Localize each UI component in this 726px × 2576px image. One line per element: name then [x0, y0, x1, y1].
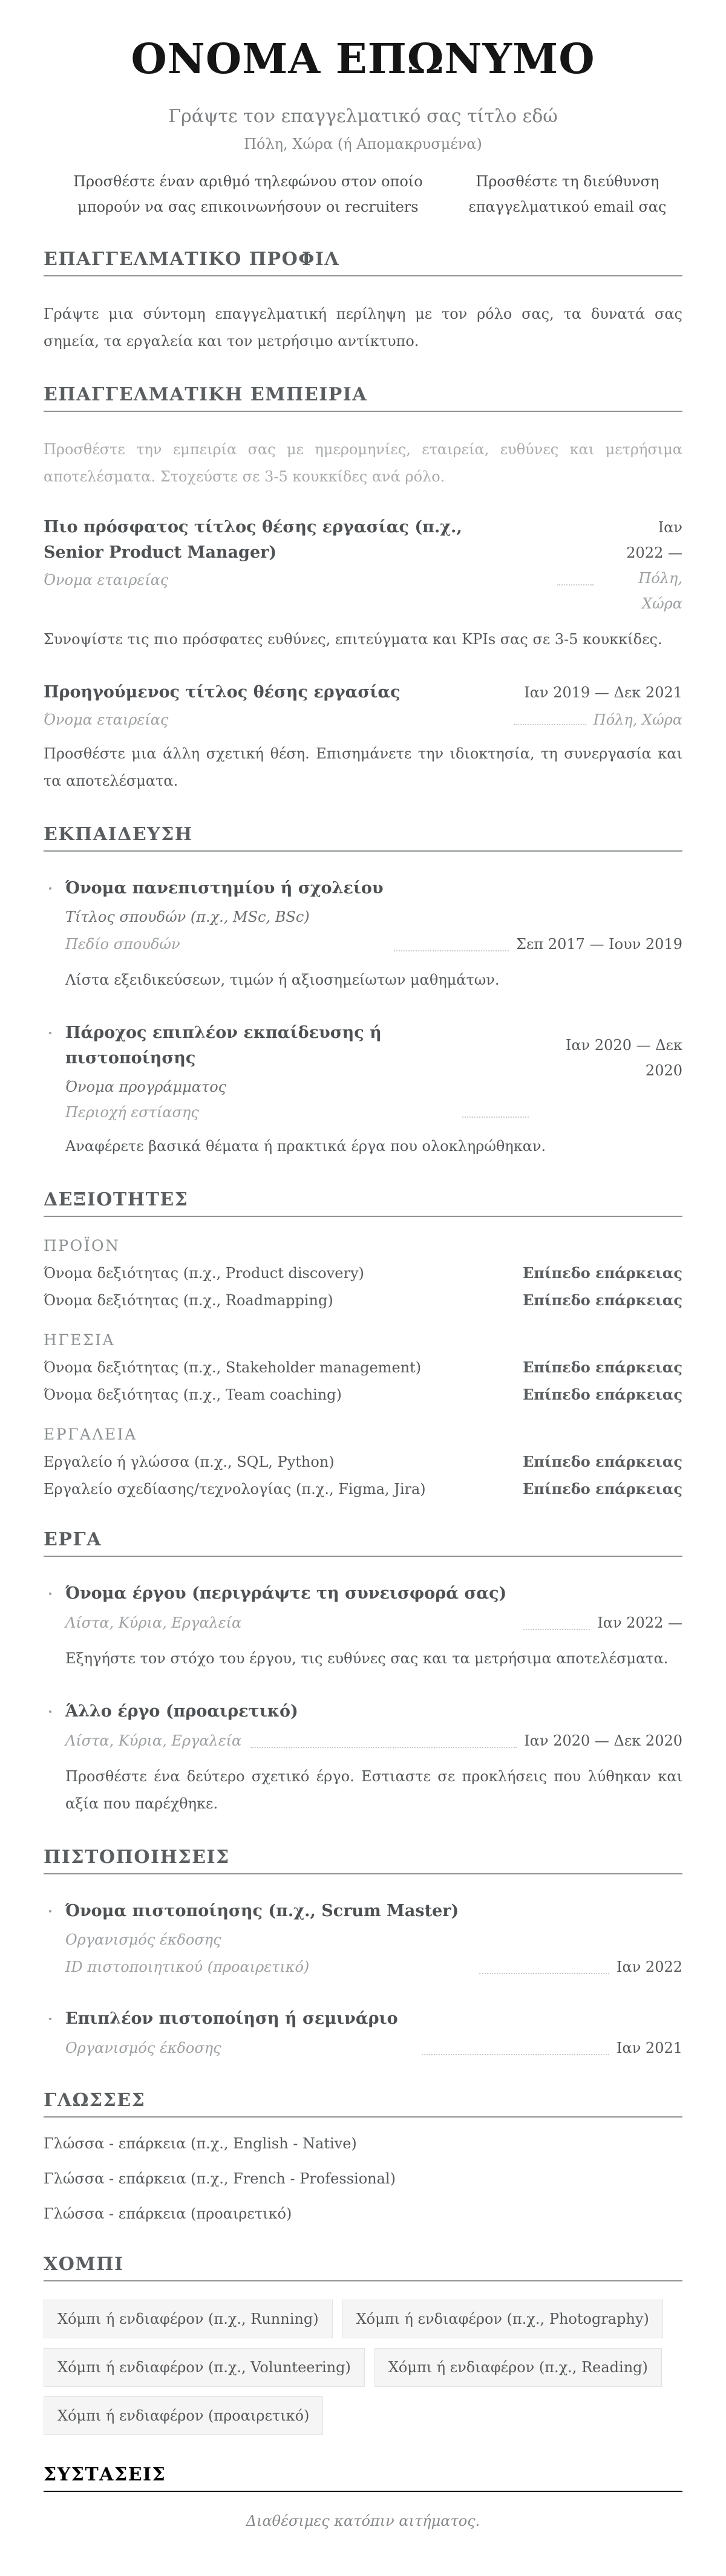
project-name: · Όνομα έργου (περιγράψτε τη συνεισφορά σας) [65, 1584, 507, 1603]
job-location: Πόλη, Χώρα [638, 570, 682, 613]
job-entry [44, 515, 682, 653]
language-item: Γλώσσα - επάρκεια (προαιρετικό) [44, 2205, 292, 2222]
phone-text: Προσθέστε έναν αριθμό τηλεφώνου στον οποίο μπορούν να σας επικοινωνήσουν οι recruiters [73, 173, 423, 216]
degree-title: Όνομα προγράμματος [65, 1078, 227, 1096]
skills-group-title: ΕΡΓΑΛΕΙΑ [44, 1426, 137, 1444]
issuing-organization: Οργανισμός έκδοσης [65, 1931, 221, 1949]
job-summary: Προσθέστε μια άλλη σχετική θέση. Επισημάνετε την ιδιοκτησία, τη συνεργασία και τα αποτελέσματα. [44, 745, 682, 790]
profile-summary: Γράψτε μια σύντομη επαγγελματική περίληψη με τον ρόλο σας, τα δυνατά σας σημεία, τα εργαλεία και τον μετρήσιμο αντίκτυπο. [44, 305, 682, 350]
skill-level: Επίπεδο επάρκειας [523, 1386, 682, 1404]
hobby-chip: Χόμπι ή ενδιαφέρον (π.χ., Volunteering) [44, 2348, 365, 2387]
skills-group [44, 1235, 682, 1311]
project-summary: Εξηγήστε τον στόχο του έργου, τις ευθύνες σας και τα μετρήσιμα αποτελέσματα. [65, 1650, 669, 1668]
certification-entry [44, 1899, 682, 1980]
certification-name: · Επιπλέον πιστοποίηση ή σεμινάριο [65, 2009, 398, 2029]
dotted-leader [479, 1973, 609, 1974]
skill-row [44, 1290, 682, 1311]
section-projects [44, 1529, 682, 1818]
candidate-name: ΟΝΟΜΑ ΕΠΩΝΥΜΟ [131, 35, 595, 83]
certification-name: · Όνομα πιστοποίησης (π.χ., Scrum Master) [65, 1902, 459, 1921]
skill-level: Επίπεδο επάρκειας [523, 1453, 682, 1471]
profile-heading: ΕΠΑΓΓΕΛΜΑΤΙΚΟ ΠΡΟΦΙΛ [44, 249, 682, 276]
section-references [44, 2464, 682, 2532]
skill-level: Επίπεδο επάρκειας [523, 1264, 682, 1282]
dotted-leader [514, 724, 586, 725]
degree-title: Τίτλος σπουδών (π.χ., MSc, BSc) [65, 908, 310, 926]
issuing-organization: Οργανισμός έκδοσης [65, 2040, 221, 2057]
professional-title: Γράψτε τον επαγγελματικό σας τίτλο εδώ [168, 105, 558, 127]
certification-entry [44, 2006, 682, 2061]
hobby-chip-list [44, 2300, 682, 2435]
project-name: · Άλλο έργο (προαιρετικό) [65, 1702, 298, 1721]
skill-name: Όνομα δεξιότητας (π.χ., Stakeholder management) [44, 1359, 422, 1377]
skills-group [44, 1424, 682, 1500]
project-dates: Ιαν 2022 — [597, 1614, 682, 1632]
skill-row [44, 1478, 682, 1500]
skill-name: Όνομα δεξιότητας (π.χ., Roadmapping) [44, 1292, 333, 1309]
skill-name: Όνομα δεξιότητας (π.χ., Team coaching) [44, 1386, 342, 1404]
dotted-leader [462, 1117, 529, 1118]
education-summary: Λίστα εξειδικεύσεων, τιμών ή αξιοσημείωτων μαθημάτων. [65, 971, 500, 989]
section-certifications [44, 1847, 682, 2061]
school-name: · Πάροχος επιπλέον εκπαίδευσης ή πιστοποίησης [65, 1023, 382, 1068]
dotted-leader [557, 584, 594, 585]
skill-row [44, 1357, 682, 1378]
education-heading: ΕΚΠΑΙΔΕΥΣΗ [44, 824, 682, 852]
resume-header [44, 35, 682, 220]
section-experience [44, 384, 682, 795]
certification-date: Ιαν 2022 [616, 1958, 682, 1976]
field-of-study: Πεδίο σπουδών [65, 936, 180, 953]
section-profile [44, 249, 682, 355]
company-name: Όνομα εταιρείας [44, 711, 169, 729]
dotted-leader [250, 1747, 517, 1748]
skill-level: Επίπεδο επάρκειας [523, 1480, 682, 1498]
field-of-study: Περιοχή εστίασης [65, 1104, 199, 1121]
skill-level: Επίπεδο επάρκειας [523, 1291, 682, 1309]
certification-date: Ιαν 2021 [616, 2040, 682, 2057]
dotted-leader [422, 2054, 609, 2055]
references-note: Διαθέσιμες κατόπιν αιτήματος. [246, 2512, 480, 2529]
skill-level: Επίπεδο επάρκειας [523, 1358, 682, 1377]
hobby-chip: Χόμπι ή ενδιαφέρον (π.χ., Reading) [374, 2348, 662, 2387]
language-item: Γλώσσα - επάρκεια (π.χ., English - Native) [44, 2134, 357, 2152]
education-dates: Σεπ 2017 — Ιουν 2019 [516, 936, 682, 953]
languages-heading: ΓΛΩΣΣΕΣ [44, 2090, 682, 2118]
skills-heading: ΔΕΞΙΟΤΗΤΕΣ [44, 1189, 682, 1217]
education-dates: Ιαν 2020 — Δεκ 2020 [565, 1037, 682, 1080]
certifications-heading: ΠΙΣΤΟΠΟΙΗΣΕΙΣ [44, 1847, 682, 1874]
hobby-chip: Χόμπι ή ενδιαφέρον (π.χ., Running) [44, 2300, 333, 2338]
school-name: · Όνομα πανεπιστημίου ή σχολείου [65, 879, 384, 898]
job-entry [44, 680, 682, 795]
skill-row [44, 1451, 682, 1473]
job-summary: Συνοψίστε τις πιο πρόσφατες ευθύνες, επιτεύγματα και KPIs σας σε 3-5 κουκκίδες. [44, 631, 662, 648]
skill-row [44, 1262, 682, 1284]
section-languages [44, 2090, 682, 2225]
job-location: Πόλη, Χώρα [593, 711, 682, 729]
project-meta: Λίστα, Κύρια, Εργαλεία [65, 1614, 242, 1632]
education-entry [44, 876, 682, 994]
hobbies-heading: ΧΟΜΠΙ [44, 2254, 682, 2281]
job-title: Πιο πρόσφατος τίτλος θέσης εργασίας (π.χ., Senior Product Manager) [44, 518, 462, 562]
dotted-leader [523, 1629, 590, 1630]
hobby-chip: Χόμπι ή ενδιαφέρον (προαιρετικό) [44, 2396, 323, 2435]
skills-group [44, 1329, 682, 1406]
education-entry [44, 1020, 682, 1160]
section-skills [44, 1189, 682, 1500]
skill-name: Όνομα δεξιότητας (π.χ., Product discovery) [44, 1265, 364, 1282]
job-dates: Ιαν 2019 — Δεκ 2021 [524, 684, 682, 702]
section-hobbies [44, 2254, 682, 2435]
location-line: Πόλη, Χώρα (ή Απομακρυσμένα) [244, 135, 482, 153]
skill-row [44, 1384, 682, 1406]
skill-name: Εργαλείο σχεδίασης/τεχνολογίας (π.χ., Figma, Jira) [44, 1481, 426, 1498]
experience-intro: Προσθέστε την εμπειρία σας με ημερομηνίες, εταιρεία, ευθύνες και μετρήσιμα αποτελέσματα. Στοχεύστε σε 3-5 κουκκίδες ανά ρόλο. [44, 441, 682, 486]
project-entry [44, 1581, 682, 1672]
project-dates: Ιαν 2020 — Δεκ 2020 [524, 1732, 682, 1750]
experience-heading: ΕΠΑΓΓΕΛΜΑΤΙΚΗ ΕΜΠΕΙΡΙΑ [44, 384, 682, 412]
email-text: Προσθέστε τη διεύθυνση επαγγελματικού email σας [468, 173, 667, 216]
skills-group-title: ΠΡΟΪΟΝ [44, 1237, 120, 1255]
credential-id: ID πιστοποιητικού (προαιρετικό) [65, 1958, 310, 1976]
references-heading: ΣΥΣΤΑΣΕΙΣ [44, 2464, 682, 2492]
skills-group-title: ΗΓΕΣΙΑ [44, 1331, 116, 1349]
job-title: Προηγούμενος τίτλος θέσης εργασίας [44, 683, 401, 702]
section-education [44, 824, 682, 1160]
projects-heading: ΕΡΓΑ [44, 1529, 682, 1557]
project-summary: Προσθέστε ένα δεύτερο σχετικό έργο. Εστιαστε σε προκλήσεις που λύθηκαν και αξία που παρέχθηκε. [65, 1768, 682, 1813]
contact-row [44, 169, 682, 220]
dotted-leader [394, 950, 509, 951]
company-name: Όνομα εταιρείας [44, 572, 169, 589]
education-summary: Αναφέρετε βασικά θέματα ή πρακτικά έργα που ολοκληρώθηκαν. [65, 1138, 546, 1155]
hobby-chip: Χόμπι ή ενδιαφέρον (π.χ., Photography) [342, 2300, 663, 2338]
language-item: Γλώσσα - επάρκεια (π.χ., French - Professional) [44, 2170, 396, 2187]
skill-name: Εργαλείο ή γλώσσα (π.χ., SQL, Python) [44, 1453, 335, 1471]
project-entry [44, 1699, 682, 1818]
job-dates: Ιαν 2022 — [626, 519, 682, 562]
project-meta: Λίστα, Κύρια, Εργαλεία [65, 1732, 242, 1750]
